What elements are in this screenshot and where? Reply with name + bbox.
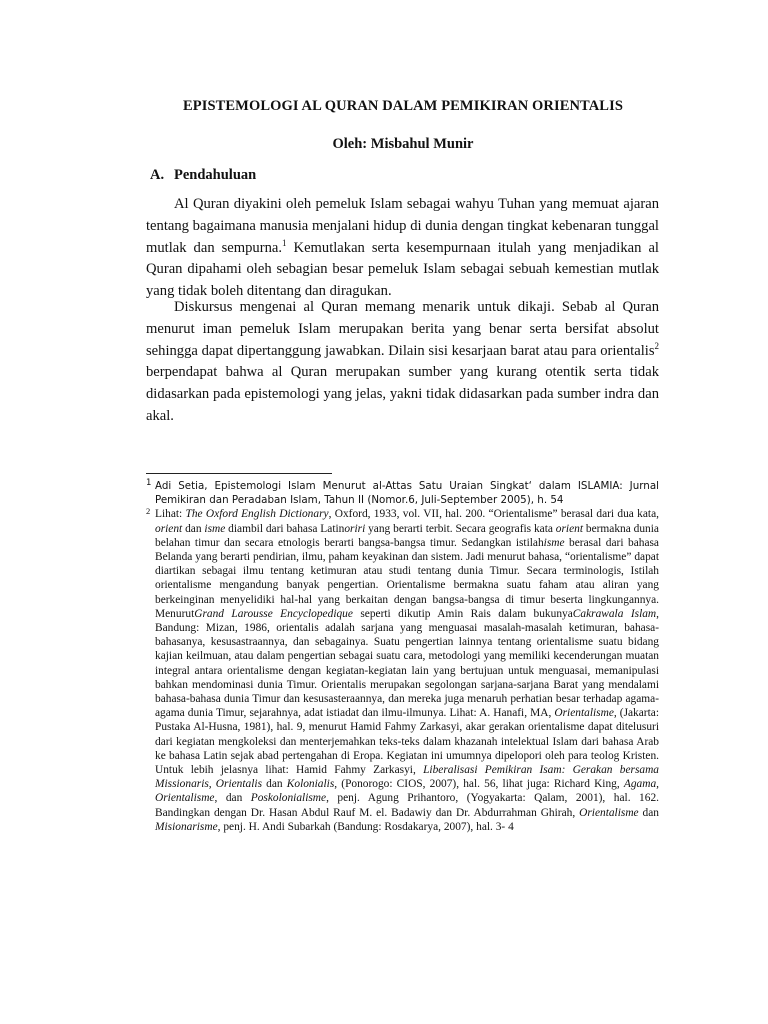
footnote-mark-1: 1	[146, 478, 152, 488]
paragraph-1: Al Quran diyakini oleh pemeluk Islam sebagai wahyu Tuhan yang memuat ajaran tentang bagaimana manusia menjalani hidup di dunia dengan tingkat kebenaran tunggal mutlak dan sempurna.$^1$ Kemutlakan serta kesempurnaan itulah yang menjadikan al Quran dipahami oleh sebagian besar pemeluk Islam sebagai sebuah kemestian mutlak yang tidak boleh ditentang dan diragukan.	[146, 196, 659, 300]
footnote-ref-1[interactable]: 1	[282, 237, 287, 248]
footnote-1: 1 Adi Setia, Epistemologi Islam Menurut al-Attas Satu Uraian Singkat‘ dalam ISLAMIA: Jurnal Pemikiran dan Peradaban Islam, Tahun II (Nomor.6, Juli-September 2005), h. 54	[146, 478, 659, 507]
section-heading	[150, 167, 256, 184]
document-author: Oleh: Misbahul Munir	[332, 136, 474, 152]
footnote-separator	[146, 473, 332, 474]
section-number: A.	[150, 167, 165, 183]
document-title: EPISTEMOLOGI AL QURAN DALAM PEMIKIRAN ORIENTALIS	[183, 98, 623, 114]
section-title: Pendahuluan	[174, 167, 257, 183]
footnotes	[146, 479, 659, 834]
footnote-ref-2[interactable]: 2	[654, 340, 659, 351]
footnote-2: 2 Lihat: The Oxford English Dictionary, Oxford, 1933, vol. VII, hal. 200. “Orientalisme” berasal dari dua kata, orient dan isme diambil dari bahasa Latinoriri yang berarti terbit. Secara geografis kata orient bermakna dunia belahan timur dan secara etnologis berarti bangsa-bangsa timur. Sedangkan istilahisme berasal dari bahasa Belanda yang berarti pendirian, ilmu, paham keyakinan dan sistem. Jadi menurut bahasa, “orientalisme” dapat diartikan sebagai ilmu tentang ketimuran atau studi tentang dunia Timur. Secara terminologis, Istilah orientalisme mengandung banyak pengertian. Orientalisme bermakna suatu faham atau aliran yang berkeinginan menyelidiki hal-hal yang berkaitan dengan bangsa-bangsa di timur beserta lingkungannya. MenurutGrand Larousse Encyclopedique seperti dikutip Amin Rais dalam bukunyaCakrawala Islam, Bandung: Mizan, 1986, orientalis adalah sarjana yang menguasai masalah-masalah ketimuran, bahasa-bahasanya, kesusastraannya, dan sebagainya. Suatu pengertian lainnya tentang orientalisme suatu bidang kajian keilmuan, atau dalam pengertian sebagai suatu cara, metodologi yang memiliki kecenderungan muatan integral antara orientalisme dengan kegiatan-kegiatan lain yang bertujuan untuk menguasai, memanipulasi bahkan mendominasi dunia Timur. Orientalis merupakan segolongan sarjana-sarjana Barat yang mendalami bahasa-bahasa dunia Timur dan kesusasteraannya, dan mereka juga menaruh perhatian besar terhadap agama-agama dunia Timur, sejarahnya, adat istiadat dan ilmu-ilmunya. Lihat: A. Hanafi, MA, Orientalisme, (Jakarta: Pustaka Al-Husna, 1981), hal. 9, menurut Hamid Fahmy Zarkasyi, akar gerakan orientalisme dapat ditelusuri dari kegiatan mengkoleksi dan menterjemahkan teks-teks dalam khazanah intelektual Islam dari bahasa Arab ke bahasa Latin sejak abad pertengahan di Eropa. Kegiatan ini umumnya dipelopori oleh para teolog Kristen. Untuk lebih jelasnya lihat: Hamid Fahmy Zarkasyi, Liberalisasi Pemikiran Isam: Gerakan bersama Missionaris, Orientalis dan Kolonialis, (Ponorogo: CIOS, 2007), hal. 56, lihat juga: Richard King, Agama, Orientalisme, dan Poskolonialisme, penj. Agung Prihantoro, (Yogyakarta: Qalam, 2001), hal. 162. Bandingkan dengan Dr. Hasan Abdul Rauf M. el. Badawiy dan Dr. Abdurrahman Ghirah, Orientalisme dan Misionarisme, penj. H. Andi Subarkah (Bandung: Rosdakarya, 2007), hal. 3- 4	[146, 506, 660, 833]
paragraph-2: Diskursus mengenai al Quran memang menarik untuk dikaji. Sebab al Quran menurut iman pemeluk Islam merupakan berita yang benar serta bersifat absolut sehingga dapat dipertanggung jawabkan. Dilain sisi kesarjaan barat atau para orientalis$^2$ berpendapat bahwa al Quran merupakan sumber yang kurang otentik serta tidak didasarkan pada epistemologi yang jelas, yakni tidak didasarkan pada sumber indra dan akal.	[146, 299, 659, 424]
footnote-mark-2: 2	[146, 506, 151, 517]
